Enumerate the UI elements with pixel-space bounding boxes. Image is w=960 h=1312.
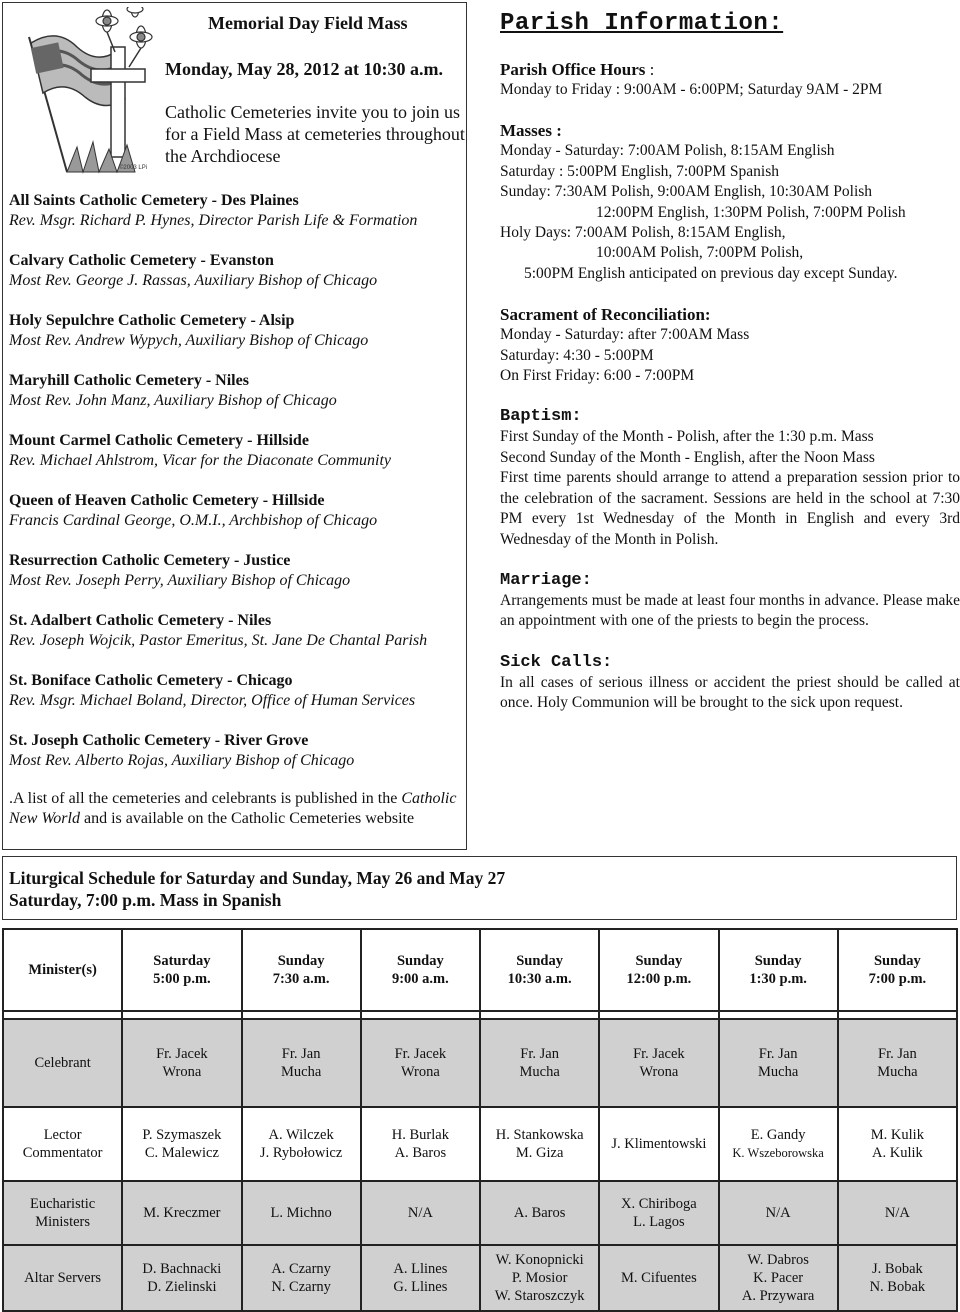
schedule-cell bbox=[122, 1181, 241, 1245]
mass-line: Sunday: 7:30AM Polish, 9:00AM English, 10:30AM Polish bbox=[500, 183, 873, 201]
schedule-cell bbox=[719, 929, 838, 1011]
cemetery-name: Calvary Catholic Cemetery - Evanston bbox=[9, 252, 274, 269]
field-mass-invite: Catholic Cemeteries invite you to join us for a Field Mass at cemeteries throughout the Archdiocese bbox=[165, 102, 465, 166]
office-hours-section bbox=[500, 59, 960, 100]
schedule-cell bbox=[361, 1107, 480, 1181]
parish-info-title: Parish Information: bbox=[500, 10, 784, 37]
schedule-cell bbox=[838, 1245, 957, 1311]
cell-line: A. Czarny bbox=[271, 1261, 331, 1277]
marriage-text: Arrangements must be made at least four months in advance. Please make an appointment with one of the priests to begin the process. bbox=[500, 591, 960, 630]
cell-line: Mucha bbox=[757, 1064, 799, 1080]
baptism-section bbox=[500, 406, 960, 549]
schedule-cell bbox=[838, 1019, 957, 1107]
schedule-cell bbox=[122, 1107, 241, 1181]
cell-line: 1:30 p.m. bbox=[749, 971, 807, 987]
schedule-cell bbox=[242, 1245, 361, 1311]
row-label-cell bbox=[3, 1019, 122, 1107]
sick-calls-heading: Sick Calls: bbox=[500, 652, 613, 672]
schedule-cell bbox=[480, 1245, 599, 1311]
schedule-cell bbox=[242, 1181, 361, 1245]
cell-line: Fr. Jan bbox=[878, 1046, 917, 1062]
cell-line: C. Malewicz bbox=[144, 1145, 219, 1161]
schedule-cell bbox=[480, 1107, 599, 1181]
cemetery-item bbox=[9, 191, 464, 231]
cell-line: Wrona bbox=[639, 1064, 679, 1080]
cemetery-item bbox=[9, 431, 464, 471]
cemetery-list bbox=[9, 191, 464, 829]
cemetery-item bbox=[9, 491, 464, 531]
cell-line: X. Chiriboga bbox=[621, 1196, 697, 1212]
marriage-heading: Marriage: bbox=[500, 570, 592, 590]
cell-line: D. Bachnacki bbox=[142, 1261, 222, 1277]
parish-information bbox=[496, 0, 960, 850]
cemetery-celebrant: Most Rev. Alberto Rojas, Auxiliary Bishop of Chicago bbox=[9, 752, 355, 769]
cemetery-celebrant: Most Rev. John Manz, Auxiliary Bishop of Chicago bbox=[9, 392, 337, 409]
cell-line: 7:00 p.m. bbox=[868, 971, 927, 987]
cell-line: Fr. Jacek bbox=[156, 1046, 208, 1062]
schedule-cell bbox=[838, 1181, 957, 1245]
reconciliation-line: Saturday: 4:30 - 5:00PM bbox=[500, 346, 654, 364]
cell-line: K. Wszeborowska bbox=[732, 1146, 824, 1160]
cemetery-celebrant: Rev. Msgr. Michael Boland, Director, Office of Human Services bbox=[9, 692, 416, 709]
cemetery-name: Resurrection Catholic Cemetery - Justice bbox=[9, 552, 291, 569]
baptism-heading: Baptism: bbox=[500, 407, 582, 427]
cell-line: L. Lagos bbox=[633, 1214, 685, 1230]
cell-line: J. Klimentowski bbox=[611, 1136, 707, 1152]
cell-line: J. Bobak bbox=[872, 1261, 923, 1277]
cell-line: A. Kulik bbox=[872, 1145, 923, 1161]
cemetery-item bbox=[9, 371, 464, 411]
schedule-cell bbox=[480, 929, 599, 1011]
cemetery-item bbox=[9, 551, 464, 591]
cell-line: H. Stankowska bbox=[495, 1127, 584, 1143]
schedule-cell bbox=[480, 1181, 599, 1245]
cemetery-name: St. Boniface Catholic Cemetery - Chicago bbox=[9, 672, 293, 689]
cemetery-item bbox=[9, 731, 464, 771]
schedule-cell bbox=[599, 1181, 718, 1245]
schedule-cell bbox=[122, 1245, 241, 1311]
schedule-cell bbox=[719, 1107, 838, 1181]
cell-line: H. Burlak bbox=[391, 1127, 449, 1143]
cemetery-item bbox=[9, 611, 464, 651]
mass-line: Saturday : 5:00PM English, 7:00PM Spanish bbox=[500, 162, 780, 180]
cell-line: Sunday bbox=[516, 953, 563, 969]
schedule-cell bbox=[242, 929, 361, 1011]
reconciliation-line: Monday - Saturday: after 7:00AM Mass bbox=[500, 326, 750, 344]
schedule-cell bbox=[719, 1019, 838, 1107]
cell-line: Mucha bbox=[280, 1064, 322, 1080]
schedule-cell bbox=[599, 1019, 718, 1107]
cell-line: A. Baros bbox=[513, 1205, 566, 1221]
office-hours-heading: Parish Office Hours : bbox=[500, 60, 655, 79]
cell-line: Mucha bbox=[519, 1064, 560, 1080]
cell-line: D. Zielinski bbox=[147, 1279, 217, 1295]
cell-line: 12:00 p.m. bbox=[626, 971, 692, 987]
cemetery-name: St. Joseph Catholic Cemetery - River Grove bbox=[9, 732, 309, 749]
liturgical-subtitle: Saturday, 7:00 p.m. Mass in Spanish bbox=[9, 890, 282, 910]
cell-line: A. Wilczek bbox=[268, 1127, 334, 1143]
cell-line: Sunday bbox=[396, 953, 444, 969]
cemetery-name: Mount Carmel Catholic Cemetery - Hillside bbox=[9, 432, 309, 449]
cell-line: P. Mosior bbox=[511, 1270, 568, 1286]
cemetery-name: Maryhill Catholic Cemetery - Niles bbox=[9, 372, 249, 389]
mass-line: Holy Days: 7:00AM Polish, 8:15AM English, bbox=[500, 224, 786, 242]
cell-line: Saturday bbox=[153, 953, 211, 969]
lector-row bbox=[3, 1107, 957, 1181]
cell-line: E. Gandy bbox=[750, 1127, 806, 1143]
cemetery-item bbox=[9, 311, 464, 351]
cell-line: Sunday bbox=[635, 953, 683, 969]
note-text-end: and is available on the Catholic Cemeteries website bbox=[79, 810, 415, 827]
schedule-cell bbox=[361, 1245, 480, 1311]
sick-calls-text: In all cases of serious illness or accident the priest should be called at once. Holy Communion will be brought to the sick upon request. bbox=[500, 673, 960, 712]
schedule-cell bbox=[480, 1019, 599, 1107]
newspaper-name: Catholic New World bbox=[9, 790, 457, 827]
note-text: .A list of all the cemeteries and celebrants is published in the bbox=[9, 790, 402, 807]
cemetery-celebrant: Francis Cardinal George, O.M.I., Archbishop of Chicago bbox=[9, 512, 378, 529]
cell-line: K. Pacer bbox=[753, 1270, 804, 1286]
minister-schedule-table bbox=[2, 928, 958, 1312]
altar-servers-row bbox=[3, 1245, 957, 1311]
cemetery-name: St. Adalbert Catholic Cemetery - Niles bbox=[9, 612, 272, 629]
sick-calls-section bbox=[500, 652, 960, 714]
cell-line: W. Dabros bbox=[747, 1252, 809, 1268]
cell-line: M. Kulik bbox=[870, 1127, 924, 1143]
reconciliation-line: On First Friday: 6:00 - 7:00PM bbox=[500, 367, 695, 385]
schedule-cell bbox=[719, 1181, 838, 1245]
cell-line: Sunday bbox=[754, 953, 802, 969]
cell-line: Lector bbox=[43, 1127, 82, 1143]
baptism-text: First time parents should arrange to attend a preparation session prior to the celebration of the sacrament. Sessions are held in the school at 7:30 PM every 1st Wednesday of the Month in English and every 3rd Wednesday of the Month in Polish. bbox=[500, 469, 960, 548]
schedule-cell bbox=[361, 929, 480, 1011]
table-spacer bbox=[3, 1011, 957, 1019]
cell-line: W. Staroszczyk bbox=[494, 1288, 585, 1304]
schedule-cell bbox=[122, 929, 241, 1011]
baptism-line: First Sunday of the Month - Polish, after the 1:30 p.m. Mass bbox=[500, 428, 874, 446]
cell-line: Eucharistic bbox=[30, 1196, 96, 1212]
cemetery-celebrant: Rev. Msgr. Richard P. Hynes, Director Parish Life & Formation bbox=[9, 212, 418, 229]
schedule-cell bbox=[838, 929, 957, 1011]
eucharistic-ministers-row bbox=[3, 1181, 957, 1245]
cell-line: 7:30 a.m. bbox=[272, 971, 330, 987]
field-mass-title: Memorial Day Field Mass bbox=[208, 13, 408, 33]
cell-line: Wrona bbox=[162, 1064, 202, 1080]
liturgical-title: Liturgical Schedule for Saturday and Sunday, May 26 and May 27 bbox=[9, 868, 506, 888]
memorial-flag-cross-icon bbox=[7, 7, 157, 177]
field-mass-box bbox=[2, 2, 467, 850]
cell-line: W. Konopnicki bbox=[495, 1252, 584, 1268]
cell-line: Wrona bbox=[400, 1064, 440, 1080]
cell-line: M. Kreczmer bbox=[143, 1205, 221, 1221]
cell-line: A. Przywara bbox=[741, 1288, 815, 1304]
cell-line: Minister(s) bbox=[28, 962, 97, 978]
cell-line: Fr. Jan bbox=[281, 1046, 321, 1062]
schedule-header-row bbox=[3, 929, 957, 1011]
cell-line: Fr. Jacek bbox=[394, 1046, 447, 1062]
cell-line: Sunday bbox=[873, 953, 921, 969]
cell-line: L. Michno bbox=[270, 1205, 332, 1221]
liturgical-schedule-heading bbox=[2, 856, 957, 920]
cell-line: Ministers bbox=[35, 1214, 91, 1230]
cell-line: A. Llines bbox=[393, 1261, 448, 1277]
schedule-cell bbox=[361, 1181, 480, 1245]
cell-line: Fr. Jan bbox=[520, 1046, 559, 1062]
schedule-cell bbox=[838, 1107, 957, 1181]
schedule-cell bbox=[599, 929, 718, 1011]
cell-line: N. Czarny bbox=[271, 1279, 331, 1295]
cell-line: Altar Servers bbox=[24, 1270, 102, 1286]
cell-line: Mucha bbox=[877, 1064, 918, 1080]
celebrant-row bbox=[3, 1019, 957, 1107]
mass-line: 12:00PM English, 1:30PM Polish, 7:00PM Polish bbox=[596, 203, 906, 221]
cemetery-celebrant: Rev. Michael Ahlstrom, Vicar for the Diaconate Community bbox=[9, 452, 391, 469]
cemetery-name: Queen of Heaven Catholic Cemetery - Hillside bbox=[9, 492, 325, 509]
cell-line: J. Rybołowicz bbox=[259, 1145, 343, 1161]
cemetery-list-note bbox=[9, 789, 464, 829]
cell-line: Celebrant bbox=[34, 1055, 91, 1071]
cell-line: N/A bbox=[407, 1205, 433, 1221]
cell-line: Commentator bbox=[22, 1145, 103, 1161]
schedule-cell bbox=[719, 1245, 838, 1311]
cemetery-name: All Saints Catholic Cemetery - Des Plaines bbox=[9, 192, 299, 209]
cemetery-celebrant: Most Rev. Andrew Wypych, Auxiliary Bishop of Chicago bbox=[9, 332, 369, 349]
cell-line: 10:30 a.m. bbox=[507, 971, 572, 987]
mass-line: 5:00PM English anticipated on previous day except Sunday. bbox=[524, 264, 898, 282]
cemetery-celebrant: Most Rev. George J. Rassas, Auxiliary Bishop of Chicago bbox=[9, 272, 378, 289]
mass-line: 10:00AM Polish, 7:00PM Polish, bbox=[596, 244, 804, 262]
cell-line: N/A bbox=[884, 1205, 910, 1221]
schedule-cell bbox=[599, 1107, 718, 1181]
cemetery-item bbox=[9, 251, 464, 291]
cell-line: A. Baros bbox=[394, 1145, 447, 1161]
cell-line: M. Giza bbox=[515, 1145, 564, 1161]
clipart-credit: ©2003 LPi bbox=[119, 165, 148, 171]
cemetery-celebrant: Most Rev. Joseph Perry, Auxiliary Bishop of Chicago bbox=[9, 572, 351, 589]
schedule-cell bbox=[599, 1245, 718, 1311]
cell-line: P. Szymaszek bbox=[142, 1127, 222, 1143]
office-hours-text: Monday to Friday : 9:00AM - 6:00PM; Saturday 9AM - 2PM bbox=[500, 81, 883, 98]
row-label-cell bbox=[3, 1107, 122, 1181]
cell-line: M. Cifuentes bbox=[621, 1270, 697, 1286]
cell-line: 9:00 a.m. bbox=[391, 971, 449, 987]
cell-line: Sunday bbox=[277, 953, 325, 969]
cell-line: N/A bbox=[765, 1205, 791, 1221]
schedule-cell bbox=[242, 1107, 361, 1181]
cell-line: Fr. Jacek bbox=[633, 1046, 685, 1062]
cemetery-celebrant: Rev. Joseph Wojcik, Pastor Emeritus, St. Jane De Chantal Parish bbox=[9, 632, 428, 649]
mass-line: Monday - Saturday: 7:00AM Polish, 8:15AM English bbox=[500, 142, 835, 160]
masses-heading: Masses : bbox=[500, 121, 562, 141]
row-label-cell bbox=[3, 929, 122, 1011]
cell-line: Fr. Jan bbox=[758, 1046, 798, 1062]
schedule-cell bbox=[242, 1019, 361, 1107]
cell-line: G. Llines bbox=[393, 1279, 448, 1295]
reconciliation-heading: Sacrament of Reconciliation: bbox=[500, 305, 711, 325]
reconciliation-section bbox=[500, 304, 960, 386]
schedule-cell bbox=[361, 1019, 480, 1107]
row-label-cell bbox=[3, 1245, 122, 1311]
marriage-section bbox=[500, 570, 960, 632]
cell-line: N. Bobak bbox=[869, 1279, 926, 1295]
schedule-cell bbox=[122, 1019, 241, 1107]
cemetery-name: Holy Sepulchre Catholic Cemetery - Alsip bbox=[9, 312, 295, 329]
baptism-line: Second Sunday of the Month - English, after the Noon Mass bbox=[500, 448, 875, 466]
cell-line: 5:00 p.m. bbox=[153, 971, 211, 987]
field-mass-date: Monday, May 28, 2012 at 10:30 a.m. bbox=[165, 59, 443, 79]
masses-section bbox=[500, 120, 960, 284]
row-label-cell bbox=[3, 1181, 122, 1245]
cemetery-item bbox=[9, 671, 464, 711]
